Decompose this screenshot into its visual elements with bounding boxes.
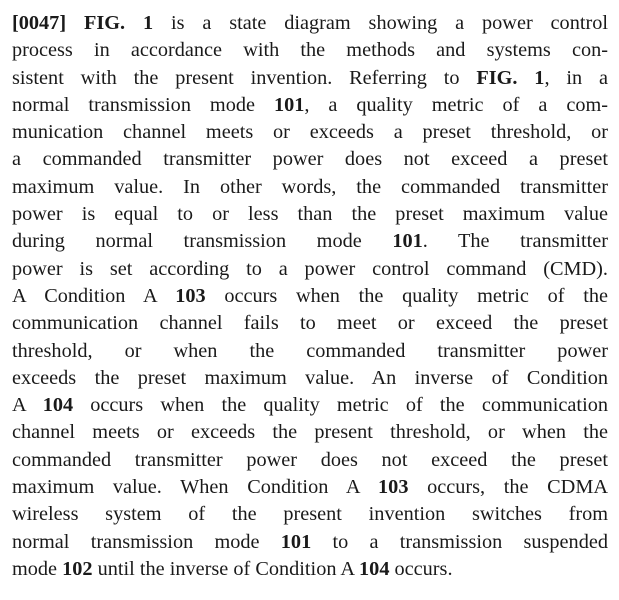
text-segment: . The transmitter [422,230,608,253]
text-line [12,419,608,446]
text-segment: channel meets or exceeds the present threshold, or when the [12,421,608,444]
text-segment: , a quality metric of a com- [304,93,608,116]
text-line [12,146,608,173]
text-line [12,256,608,283]
text-line [12,365,608,392]
text-segment: , in a [544,66,608,89]
text-segment: normal transmission mode [12,93,274,116]
text-line [12,37,608,64]
text-segment: A Condition A [12,284,176,307]
text-segment: a commanded transmitter power does not exceed a preset [12,148,608,171]
text-segment: occurs, the CDMA [408,476,609,499]
bold-text-segment: 104 [42,394,74,417]
bold-text-segment: 101 [392,230,423,253]
text-line [12,392,608,419]
text-segment: mode [12,557,63,580]
text-line [12,310,608,337]
bold-text-segment: FIG. 1 [83,12,154,34]
text-line [12,10,608,37]
text-segment: exceeds the preset maximum value. An inverse of Condition [12,366,608,389]
text-segment: power is equal to or less than the preset maximum value [12,203,608,226]
bold-text-segment: 103 [378,476,409,499]
bold-text-segment: 102 [62,557,93,580]
text-line [12,283,608,310]
text-line [12,92,608,119]
text-line [12,447,608,474]
text-line [12,529,608,556]
bold-text-segment: [0047] [12,12,67,34]
bold-text-segment: 101 [273,93,305,116]
text-line [12,474,608,501]
text-segment: communication channel fails to meet or exceed the preset [12,312,608,335]
text-segment: process in accordance with the methods and systems con- [12,39,608,62]
text-segment: threshold, or when the commanded transmitter power [12,339,608,362]
text-segment: A [12,394,43,417]
text-segment: during normal transmission mode [12,230,393,253]
text-line [12,501,608,528]
bold-text-segment: FIG. 1 [476,66,545,89]
text-segment: commanded transmitter power does not exceed the preset [12,448,608,471]
text-line [12,119,608,146]
text-segment: munication channel meets or exceeds a preset threshold, or [12,121,608,144]
text-segment: occurs when the quality metric of the [205,284,609,307]
document-page [12,10,608,583]
text-segment: power is set according to a power control command (CMD). [12,257,608,280]
text-segment [66,12,84,34]
text-segment: occurs. [389,557,453,580]
text-line [12,201,608,228]
text-segment: normal transmission mode [12,530,281,553]
text-segment: sistent with the present invention. Referring to [12,66,477,89]
text-segment: wireless system of the present invention switches from [12,503,608,526]
text-segment: is a state diagram showing a power control [153,12,609,34]
bold-text-segment: 103 [175,284,206,307]
bold-text-segment: 101 [280,530,312,553]
text-segment: maximum value. In other words, the commanded transmitter [12,175,608,198]
text-segment: occurs when the quality metric of the communication [73,394,608,417]
text-line [12,556,608,583]
text-segment: maximum value. When Condition A [12,476,379,499]
text-segment: to a transmission suspended [311,530,608,553]
text-line [12,65,608,92]
text-line [12,228,608,255]
text-segment: until the inverse of Condition A [92,557,360,580]
text-line [12,174,608,201]
text-line [12,338,608,365]
bold-text-segment: 104 [359,557,390,580]
paragraph-0047 [12,10,608,583]
